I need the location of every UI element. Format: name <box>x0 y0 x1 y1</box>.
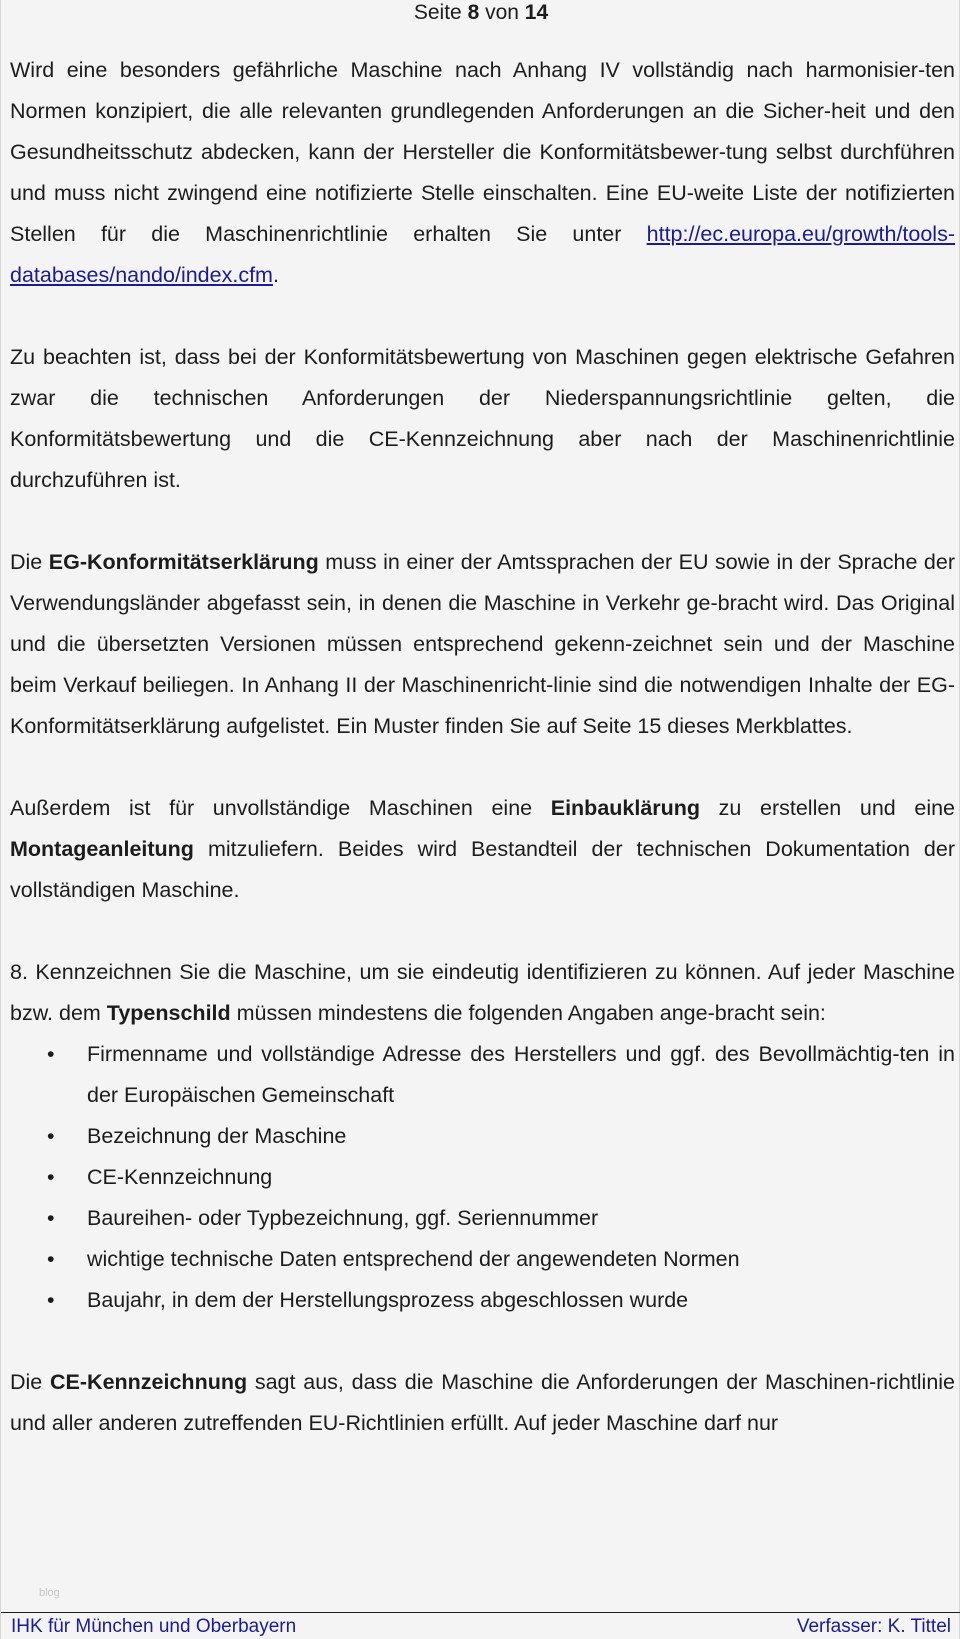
page-label: Seite <box>413 1 468 24</box>
paragraph-text: sagt aus, dass die Maschine die Anforderungen der Maschinen-richtlinie und aller anderen zutreffenden EU-Richtlinien erfüllt. Auf jeder Maschine darf nur <box>10 1370 956 1435</box>
bullet-icon: • <box>47 1042 55 1066</box>
footer-divider <box>1 1612 960 1613</box>
total-pages-number: 14 <box>524 1 549 24</box>
footer-author: Verfasser: K. Tittel <box>796 1616 951 1637</box>
list-item-text: Baujahr, in dem der Herstellungsprozess abgeschlossen wurde <box>87 1288 689 1312</box>
list-item <box>10 1280 955 1321</box>
paragraph-marking <box>10 952 955 1034</box>
list-item-text: Baureihen- oder Typbezeichnung, ggf. Seriennummer <box>87 1206 599 1230</box>
paragraph-incomplete-machines <box>10 788 955 911</box>
paragraph-text: Wird eine besonders gefährliche Maschine nach Anhang IV vollständig nach harmonisier-ten Normen konzipiert, die alle relevanten grundlegenden Anforderungen an die Sicher-heit und den Gesundheitsschutz abdecken, kann der Hersteller die Konformitätsbewer-tung selbst durchführen und muss nicht zwingend eine notifizierte Stelle einschalten. Eine EU-weite Liste der notifizierten Stellen für die Maschinenrichtlinie erhalten Sie unter <box>10 58 955 246</box>
page-footer <box>1 1614 960 1639</box>
list-item <box>10 1198 955 1239</box>
paragraph-electrical-hazards: Zu beachten ist, dass bei der Konformitätsbewertung von Maschinen gegen elektrische Gefahren zwar die technischen Anforderungen der Niederspannungsrichtlinie gelten, die Konformitätsbewertung und die CE-Kennzeichnung aber nach der Maschinenrichtlinie durchzuführen ist. <box>10 345 955 492</box>
bullet-icon: • <box>47 1206 55 1230</box>
list-item-text: wichtige technische Daten entsprechend der angewendeten Normen <box>87 1247 740 1271</box>
document-body <box>10 50 955 1444</box>
footer-organization: IHK für München und Oberbayern <box>11 1616 297 1637</box>
list-item-text: Bezeichnung der Maschine <box>87 1124 347 1148</box>
paragraph-text: mitzuliefern. Beides wird Bestandteil der technischen Dokumentation der vollständigen Maschine. <box>10 837 955 902</box>
paragraph-text: 8. Kennzeichnen Sie die Maschine, um sie eindeutig identifizieren zu können. Auf jeder Maschine bzw. dem <box>10 960 955 1025</box>
list-item-text: Firmenname und vollständige Adresse des Herstellers und ggf. des Bevollmächtig-ten in der Europäischen Gemeinschaft <box>87 1042 955 1107</box>
term-ce-kennzeichnung: CE-Kennzeichnung <box>50 1370 248 1394</box>
paragraph-end: . <box>272 263 279 287</box>
bullet-icon: • <box>47 1165 55 1189</box>
paragraph-text: muss in einer der Amtssprachen der EU sowie in der Sprache der Verwendungsländer abgefasst sein, in denen die Maschine in Verkehr ge-bracht wird. Das Original und die übersetzten Versionen müssen entsprechend gekenn-zeichnet sein und der Maschine beim Verkauf beiliegen. In Anhang II der Maschinenricht-linie sind die notwendigen Inhalte der EG-Konformitätserklärung aufgelistet. Ein Muster finden Sie auf Seite 15 dieses Merkblattes. <box>10 550 955 738</box>
paragraph-text: Außerdem ist für unvollständige Maschinen eine <box>10 796 551 820</box>
term-typenschild: Typenschild <box>106 1001 231 1025</box>
paragraph-declaration-of-conformity <box>10 542 955 747</box>
watermark-text: blog <box>39 1587 60 1599</box>
list-item <box>10 1157 955 1198</box>
list-item-text: CE-Kennzeichnung <box>87 1165 273 1189</box>
list-item <box>10 1239 955 1280</box>
bullet-icon: • <box>47 1247 55 1271</box>
list-item <box>10 1034 955 1116</box>
term-einbauklaerung: Einbauklärung <box>550 796 701 820</box>
paragraph-text: müssen mindestens die folgenden Angaben ange-bracht sein: <box>230 1001 826 1025</box>
paragraph-ce-marking <box>10 1362 955 1444</box>
list-item <box>10 1116 955 1157</box>
paragraph-notified-bodies <box>10 50 955 296</box>
nando-database-link[interactable]: http://ec.europa.eu/growth/tools-databases/nando/index.cfm <box>10 222 955 287</box>
current-page-number: 8 <box>467 1 480 24</box>
paragraph-text: zu erstellen und eine <box>700 796 956 820</box>
bullet-icon: • <box>47 1124 55 1148</box>
required-information-list <box>10 1034 955 1321</box>
bullet-icon: • <box>47 1288 55 1312</box>
paragraph-text: Die <box>10 550 49 574</box>
term-montageanleitung: Montageanleitung <box>10 837 194 861</box>
paragraph-text: Die <box>10 1370 51 1394</box>
term-eg-konformitaetserklaerung: EG-Konformitätserklärung <box>48 550 319 574</box>
page-of-label: von <box>479 1 525 24</box>
page-header <box>1 0 960 26</box>
